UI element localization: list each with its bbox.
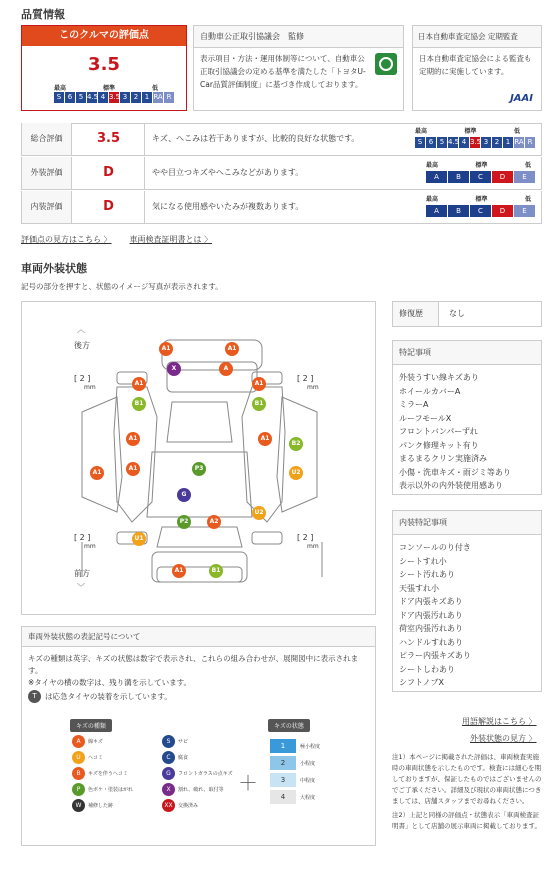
damage-mark[interactable]: U2 <box>289 466 303 480</box>
interior-notes-title: 内装特記事項 <box>393 511 541 535</box>
grade-cell: E <box>514 205 535 217</box>
damage-level-item <box>270 739 320 753</box>
scale-cell: S <box>54 92 64 103</box>
repair-value: なし <box>449 309 465 318</box>
scale-hi-label: 最高 <box>54 85 67 92</box>
scale-cell: 3.5 <box>470 138 482 146</box>
damage-type-icon: XX <box>162 799 175 812</box>
damage-level-label: 大程度 <box>300 794 316 801</box>
jaai-logo: JAAI <box>510 93 533 104</box>
special-notes-panel <box>392 340 542 495</box>
damage-type-item <box>72 783 162 796</box>
mm-label: mm <box>307 384 319 391</box>
page-title: 品質情報 <box>21 8 65 21</box>
damage-level-item <box>270 773 320 787</box>
special-note-item: ルーフモールX <box>399 413 452 423</box>
note-1: 注1）本ページに掲載された評価は、車両検査実施時の車両状態を示したものです。検査には細心を期しておりますが、保証したものではございませんのでご了承ください。詳細及び現状の車両状態につきましては、店舗スタッフまでお尋ねください。 <box>392 753 542 805</box>
note-2: 注2）上記と同様の評価点・状態表示「車両検査証明書」として店舗の展示車両に掲載しております。 <box>392 811 541 830</box>
spare-tire-icon: T <box>28 690 41 703</box>
legend-line3: は応急タイヤの装着を示しています。 <box>45 692 172 701</box>
scale-cell: 4 <box>98 92 108 103</box>
scale-cell: 1 <box>142 92 152 103</box>
scale-cell: 1 <box>503 137 513 148</box>
eval-grade: D <box>73 157 145 189</box>
special-note-item: まるまるクリン実施済み <box>399 454 487 463</box>
grade-cell: C <box>470 205 491 217</box>
std-label: 標準 <box>475 196 488 203</box>
damage-mark[interactable]: B2 <box>289 437 303 451</box>
types-title: キズの種類 <box>70 719 112 732</box>
grade-cell: A <box>426 171 447 183</box>
special-note-item: ミラーA <box>399 400 429 409</box>
interior-note-item: コンソールのり付き <box>399 543 471 552</box>
interior-note-item: シフトノブX <box>399 678 444 687</box>
damage-type-item <box>162 799 252 812</box>
plus-icon: ＋ <box>238 771 258 795</box>
damage-mark[interactable]: U1 <box>132 532 146 546</box>
damage-type-label: 色ボケ・塗装はがれ <box>88 787 134 793</box>
scale-cell: 5 <box>437 137 447 148</box>
damage-mark[interactable]: U2 <box>252 506 266 520</box>
interior-note-item: シートしわあり <box>399 664 455 674</box>
score-scale <box>54 92 174 103</box>
scale-cell: 4.5 <box>87 93 99 101</box>
hi-label: 最高 <box>426 196 439 203</box>
damage-type-label: キズを伴うへコミ <box>88 771 128 777</box>
damage-type-icon: S <box>162 735 175 748</box>
interior-note-item: 荷室内張汚れあり <box>399 624 463 633</box>
damage-type-icon: C <box>162 751 175 764</box>
council-box <box>193 25 404 111</box>
grade-cell: C <box>470 171 491 183</box>
scale-cell: 2 <box>492 137 502 148</box>
special-note-item: フロントバンパーずれ <box>399 427 478 436</box>
tire-front-right: [ 2 ] <box>297 533 314 542</box>
damage-type-label: 腐食 <box>178 755 189 761</box>
glossary-link[interactable]: 用語解説はこちら 〉 <box>462 717 537 726</box>
eval-label: 外装評価 <box>22 157 72 189</box>
damage-mark[interactable]: A1 <box>132 377 146 391</box>
damage-type-item <box>162 735 252 748</box>
damage-type-label: 補修した跡 <box>88 803 114 809</box>
interior-notes-list <box>393 535 541 690</box>
grade-cell: E <box>514 171 535 183</box>
damage-type-label: フロントガラスの点キズ <box>178 771 233 777</box>
damage-type-item <box>72 767 162 780</box>
car-diagram <box>21 301 376 615</box>
levels-title: キズの状態 <box>268 719 310 732</box>
damage-type-label: 割れ、破れ、取付等 <box>178 787 224 793</box>
damage-type-icon: P <box>72 783 85 796</box>
scale-cell: R <box>525 137 535 148</box>
damage-level-box: 4 <box>270 790 296 804</box>
jaai-text: 日本自動車査定協会による監査も定期的に実施しています。 <box>419 54 532 76</box>
special-note-item: ホイールカバーA <box>399 386 461 396</box>
grade-scale <box>426 171 535 183</box>
damage-type-icon: A <box>72 735 85 748</box>
legend-title: 車両外装状態の表記記号について <box>22 627 375 647</box>
damage-mark[interactable]: G <box>177 488 191 502</box>
scale-cell: 3 <box>120 92 130 103</box>
damage-type-item <box>72 751 162 764</box>
interior-note-item: ピラー内張キズあり <box>399 651 471 660</box>
lo-label: 低 <box>524 196 531 203</box>
eval-row-interior <box>21 191 542 224</box>
damage-level-label: 極小程度 <box>300 743 321 750</box>
eval-grade: 3.5 <box>73 123 145 155</box>
front-arrow-icon: ﹀ <box>77 583 85 592</box>
damage-mark[interactable]: A1 <box>225 342 239 356</box>
legend-box <box>21 626 376 846</box>
interior-note-item: 天張すれ小 <box>399 583 439 593</box>
damage-mark[interactable]: A1 <box>126 432 140 446</box>
grade-cell: B <box>448 205 469 217</box>
damage-type-icon: B <box>72 767 85 780</box>
score-card-title: このクルマの評価点 <box>22 26 186 46</box>
damage-type-label: サビ <box>178 739 189 745</box>
damage-mark[interactable]: P2 <box>177 515 191 529</box>
interior-notes-panel <box>392 510 542 692</box>
eval-grade: D <box>73 191 145 223</box>
score-scale-row <box>415 137 535 148</box>
grade-scale <box>426 205 535 217</box>
exterior-subtitle: 記号の部分を押すと、状態のイメージ写真が表示されます。 <box>21 282 223 291</box>
damage-mark[interactable]: B1 <box>252 397 266 411</box>
damage-mark[interactable]: A1 <box>172 564 186 578</box>
legend-line1: キズの種類は英字、キズの状態は数字で表示され、これらの組み合わせが、展開図中に表示されます。 <box>28 654 359 675</box>
damage-type-item <box>72 735 162 748</box>
damage-type-item <box>162 751 252 764</box>
std-label: 標準 <box>464 128 477 135</box>
scale-cell: 6 <box>426 137 436 148</box>
damage-type-label: 線キズ <box>88 739 103 745</box>
scale-cell: 4 <box>459 137 469 148</box>
grade-cell: A <box>426 205 447 217</box>
damage-type-icon: W <box>72 799 85 812</box>
interior-note-item: ハンドルすれあり <box>399 637 463 647</box>
score-card <box>21 25 187 111</box>
scale-cell: S <box>415 137 425 148</box>
legend-line2: ※タイヤの横の数字は、残り溝を示しています。 <box>28 678 192 687</box>
std-label: 標準 <box>475 162 488 169</box>
back-arrow-icon: ︿ <box>77 325 85 334</box>
back-label: 後方 <box>74 341 90 350</box>
council-logo <box>375 53 397 75</box>
cert-link[interactable]: 車両検査証明書とは 〉 <box>129 235 213 244</box>
score-value: 3.5 <box>88 54 120 75</box>
damage-level-label: 小程度 <box>300 760 316 767</box>
damage-type-item <box>72 799 162 812</box>
special-note-item: パンク修理キット有り <box>399 440 479 450</box>
interior-note-item: シートすれ小 <box>399 556 447 566</box>
lo-label: 低 <box>513 128 520 135</box>
jaai-box <box>412 25 542 111</box>
eval-row-total <box>21 123 542 156</box>
eval-label: 総合評価 <box>22 123 72 155</box>
damage-mark[interactable]: P3 <box>192 462 206 476</box>
damage-mark[interactable]: A2 <box>207 515 221 529</box>
lo-label: 低 <box>524 162 531 169</box>
repair-label: 修復歴 <box>393 302 439 326</box>
exterior-title: 車両外装状態 <box>21 262 87 275</box>
damage-type-label: へコミ <box>88 755 104 761</box>
grade-cell: D <box>492 171 513 183</box>
eval-label: 内装評価 <box>22 191 72 223</box>
hi-label: 最高 <box>415 128 428 135</box>
eval-desc: キズ、へこみは若干ありますが、比較的良好な状態です。 <box>152 134 360 143</box>
damage-mark[interactable]: B1 <box>132 397 146 411</box>
special-note-item: 外装うすい線キズあり <box>399 373 479 382</box>
tire-rear-right: [ 2 ] <box>297 374 314 383</box>
damage-level-legend <box>270 739 320 807</box>
jaai-title: 日本自動車査定協会 定期監査 <box>413 26 541 48</box>
scale-cell: 3 <box>481 137 491 148</box>
damage-mark[interactable]: X <box>167 362 181 376</box>
scale-lo-label: 低 <box>151 85 158 92</box>
damage-type-icon: X <box>162 783 175 796</box>
mm-label: mm <box>84 543 96 550</box>
how-to-read-link[interactable]: 評価点の見方はこちら 〉 <box>21 235 112 244</box>
damage-type-icon: U <box>72 751 85 764</box>
damage-level-box: 3 <box>270 773 296 787</box>
tire-front-left: [ 2 ] <box>74 533 91 542</box>
damage-mark[interactable]: B1 <box>209 564 223 578</box>
exterior-guide-link[interactable]: 外装状態の見方 〉 <box>470 734 537 743</box>
notes <box>392 752 542 832</box>
scale-cell: 2 <box>131 92 141 103</box>
damage-level-item <box>270 756 320 770</box>
damage-level-item <box>270 790 320 804</box>
damage-mark[interactable]: A <box>219 362 233 376</box>
scale-cell: 6 <box>65 92 75 103</box>
interior-note-item: ドア内張汚れあり <box>399 610 463 620</box>
damage-type-icon: G <box>162 767 175 780</box>
grade-cell: D <box>492 205 513 217</box>
damage-mark[interactable]: A1 <box>258 432 272 446</box>
council-title: 自動車公正取引協議会 監修 <box>194 26 403 48</box>
damage-level-box: 1 <box>270 739 296 753</box>
damage-level-box: 2 <box>270 756 296 770</box>
damage-level-label: 中程度 <box>300 777 316 784</box>
grade-cell: B <box>448 171 469 183</box>
council-text: 表示項目・方法・運用体制等について、自動車公正取引協議会の定める基準を満たした「トヨタU-Car品質評価制度」に基づき作成しております。 <box>200 54 366 89</box>
scale-cell: RA <box>153 93 163 101</box>
repair-box <box>392 301 542 327</box>
damage-mark[interactable]: A1 <box>90 466 104 480</box>
special-notes-title: 特記事項 <box>393 341 541 365</box>
scale-cell: 5 <box>76 92 86 103</box>
special-note-item: 表示以外の内外装使用感あり <box>399 481 503 490</box>
damage-mark[interactable]: A1 <box>159 342 173 356</box>
scale-cell: RA <box>514 138 524 146</box>
scale-cell: 4.5 <box>448 138 460 146</box>
interior-note-item: ドア内張キズあり <box>399 597 463 606</box>
damage-type-label: 交換済み <box>178 803 199 809</box>
mm-label: mm <box>84 384 96 391</box>
scale-cell: 3.5 <box>109 93 121 101</box>
scale-std-label: 標準 <box>102 85 115 92</box>
special-notes-list <box>393 365 541 493</box>
special-note-item: 小傷・洗車キズ・雨ジミ等あり <box>399 467 511 477</box>
tire-rear-left: [ 2 ] <box>74 374 91 383</box>
damage-mark[interactable]: A1 <box>126 462 140 476</box>
mm-label: mm <box>307 543 319 550</box>
front-label: 前方 <box>74 569 90 578</box>
scale-cell: R <box>164 92 174 103</box>
damage-type-legend <box>72 735 252 812</box>
damage-mark[interactable]: A1 <box>252 377 266 391</box>
interior-note-item: シート汚れあり <box>399 570 455 579</box>
eval-desc: 気になる使用感やいたみが複数あります。 <box>152 202 304 211</box>
hi-label: 最高 <box>426 162 439 169</box>
eval-row-exterior <box>21 157 542 190</box>
eval-desc: やや目立つキズやへこみなどがあります。 <box>152 168 304 177</box>
